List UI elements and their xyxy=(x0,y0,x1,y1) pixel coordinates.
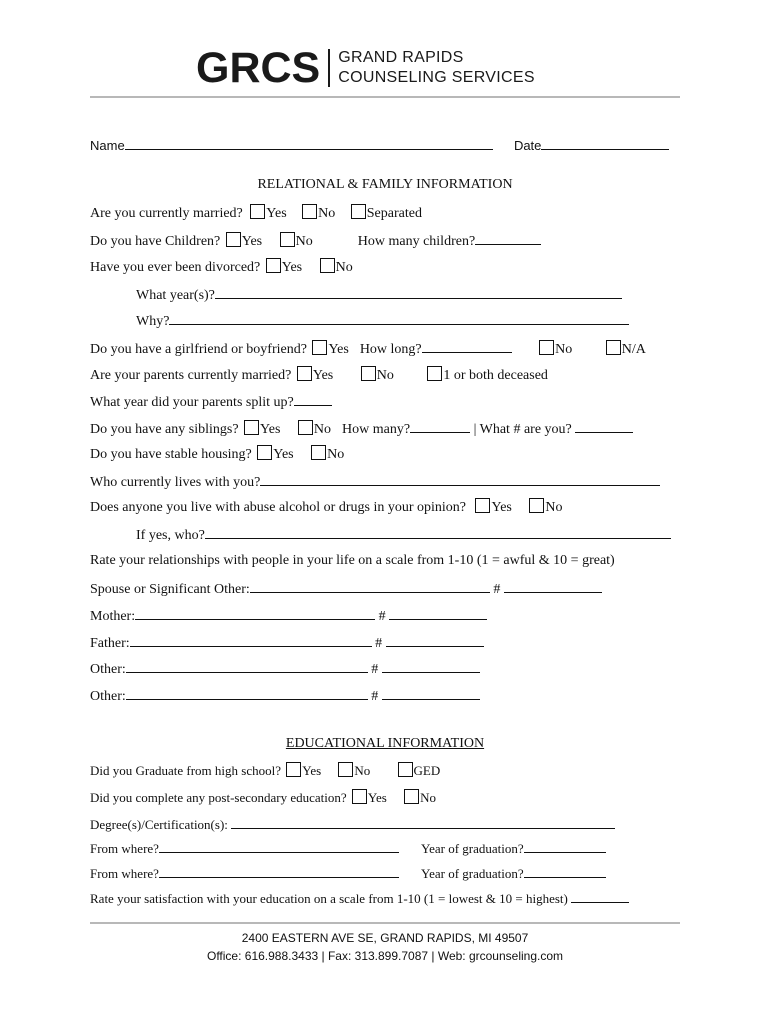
year-grad-field-2[interactable] xyxy=(524,864,606,878)
parents-split-label: What year did your parents split up? xyxy=(90,395,294,410)
abuse-row xyxy=(90,498,562,517)
divorced-yes-checkbox[interactable] xyxy=(266,258,281,273)
other-rating-field-1[interactable] xyxy=(382,659,480,673)
post-secondary-question: Did you complete any post-secondary education? xyxy=(90,790,347,805)
other-hash-2: # xyxy=(371,689,379,704)
high-school-ged-label: GED xyxy=(413,763,441,778)
partner-yes-checkbox[interactable] xyxy=(312,340,327,355)
from-where-field-2[interactable] xyxy=(159,864,399,878)
partner-no-checkbox[interactable] xyxy=(539,340,554,355)
siblings-row xyxy=(90,419,633,439)
children-question: Do you have Children? xyxy=(90,234,221,249)
degrees-row xyxy=(90,815,615,834)
mother-hash: # xyxy=(378,609,386,624)
high-school-yes-checkbox[interactable] xyxy=(286,762,301,777)
education-title-text: EDUCATIONAL INFORMATION xyxy=(285,736,485,751)
parents-married-yes-checkbox[interactable] xyxy=(297,366,312,381)
married-yes-label: Yes xyxy=(266,206,287,221)
divorce-why-label: Why? xyxy=(136,314,170,329)
married-no-checkbox[interactable] xyxy=(302,204,317,219)
footer-contact: Office: 616.988.3433 | Fax: 313.899.7087 | Web: grcounseling.com xyxy=(206,949,564,963)
high-school-yes-label: Yes xyxy=(302,763,322,778)
name-row xyxy=(90,136,669,155)
high-school-no-label: No xyxy=(354,763,371,778)
mother-row xyxy=(90,606,487,626)
year-grad-label-2: Year of graduation? xyxy=(420,866,524,881)
how-long-field[interactable] xyxy=(422,339,512,353)
other-label-1: Other: xyxy=(90,662,126,677)
from-where-row-1 xyxy=(90,839,606,858)
name-field[interactable] xyxy=(125,136,493,150)
siblings-how-many-label: How many? xyxy=(342,422,411,437)
married-separated-label: Separated xyxy=(366,206,422,221)
if-yes-who-field[interactable] xyxy=(205,525,671,539)
parents-married-no-checkbox[interactable] xyxy=(361,366,376,381)
parents-married-question: Are your parents currently married? xyxy=(90,368,292,383)
housing-yes-checkbox[interactable] xyxy=(257,445,272,460)
rate-education-row xyxy=(90,889,629,908)
parents-split-field[interactable] xyxy=(294,392,332,406)
children-no-label: No xyxy=(295,234,313,249)
from-where-field-1[interactable] xyxy=(159,839,399,853)
divorce-why-field[interactable] xyxy=(169,311,629,325)
high-school-ged-checkbox[interactable] xyxy=(398,762,413,777)
siblings-yes-label: Yes xyxy=(260,422,281,437)
married-question: Are you currently married? xyxy=(90,206,243,221)
spouse-hash: # xyxy=(493,582,501,597)
post-secondary-yes-label: Yes xyxy=(367,790,387,805)
date-label: Date xyxy=(513,138,542,153)
divorce-years-row xyxy=(136,285,622,305)
header-rule xyxy=(90,96,680,98)
logo-mark: GRCS xyxy=(196,43,321,92)
children-yes-label: Yes xyxy=(241,234,263,249)
spouse-row xyxy=(90,579,602,599)
mother-name-field[interactable] xyxy=(135,606,375,620)
degrees-field[interactable] xyxy=(231,815,615,829)
logo-text xyxy=(338,48,535,88)
parents-deceased-label: 1 or both deceased xyxy=(443,368,548,383)
father-row xyxy=(90,633,484,653)
father-hash: # xyxy=(375,636,383,651)
spouse-name-field[interactable] xyxy=(250,579,490,593)
abuse-no-label: No xyxy=(545,500,563,515)
relational-section-title: RELATIONAL & FAMILY INFORMATION xyxy=(257,177,513,192)
housing-yes-label: Yes xyxy=(273,447,294,462)
year-grad-label-1: Year of graduation? xyxy=(420,841,524,856)
married-no-label: No xyxy=(318,206,336,221)
date-field[interactable] xyxy=(541,136,669,150)
high-school-no-checkbox[interactable] xyxy=(338,762,353,777)
divorce-why-row xyxy=(136,311,629,331)
siblings-no-label: No xyxy=(313,422,332,437)
siblings-yes-checkbox[interactable] xyxy=(244,420,259,435)
spouse-label: Spouse or Significant Other: xyxy=(90,582,250,597)
mother-label: Mother: xyxy=(90,609,136,624)
how-many-children-field[interactable] xyxy=(475,231,541,245)
other-hash-1: # xyxy=(371,662,379,677)
other-name-field-2[interactable] xyxy=(126,686,368,700)
logo-line-2: COUNSELING SERVICES xyxy=(338,69,535,86)
divorce-years-field[interactable] xyxy=(215,285,622,299)
logo-separator xyxy=(328,49,330,87)
housing-no-checkbox[interactable] xyxy=(311,445,326,460)
mother-rating-field[interactable] xyxy=(389,606,487,620)
other-row-2 xyxy=(90,686,480,706)
footer-rule xyxy=(90,922,680,924)
parents-married-row xyxy=(90,366,548,385)
lives-with-label: Who currently lives with you? xyxy=(90,475,261,490)
divorced-no-label: No xyxy=(335,260,353,275)
from-where-label-2: From where? xyxy=(90,866,159,881)
high-school-row xyxy=(90,762,440,780)
from-where-label-1: From where? xyxy=(90,841,159,856)
abuse-no-checkbox[interactable] xyxy=(529,498,544,513)
birth-order-field[interactable] xyxy=(575,419,633,433)
logo-line-1: GRAND RAPIDS xyxy=(338,49,464,66)
abuse-yes-label: Yes xyxy=(491,500,512,515)
abuse-question: Does anyone you live with abuse alcohol or drugs in your opinion? xyxy=(90,500,466,515)
partner-na-label: N/A xyxy=(621,342,646,357)
post-secondary-row xyxy=(90,789,436,807)
divorced-question: Have you ever been divorced? xyxy=(90,260,261,275)
post-secondary-no-label: No xyxy=(420,790,436,805)
siblings-question: Do you have any siblings? xyxy=(90,422,239,437)
year-grad-field-1[interactable] xyxy=(524,839,606,853)
partner-no-label: No xyxy=(555,342,573,357)
housing-row xyxy=(90,445,344,464)
married-yes-checkbox[interactable] xyxy=(250,204,265,219)
other-label-2: Other: xyxy=(90,689,126,704)
parents-married-no-label: No xyxy=(376,368,394,383)
married-separated-checkbox[interactable] xyxy=(351,204,366,219)
partner-row xyxy=(90,339,646,359)
birth-order-label: | What # are you? xyxy=(473,422,572,437)
abuse-yes-checkbox[interactable] xyxy=(475,498,490,513)
children-row xyxy=(90,231,541,251)
divorced-yes-label: Yes xyxy=(281,260,303,275)
divorced-row xyxy=(90,258,353,277)
footer-address: 2400 EASTERN AVE SE, GRAND RAPIDS, MI 49507 xyxy=(241,931,529,945)
parents-married-yes-label: Yes xyxy=(312,368,334,383)
children-no-checkbox[interactable] xyxy=(280,232,295,247)
partner-question: Do you have a girlfriend or boyfriend? xyxy=(90,342,307,357)
post-secondary-yes-checkbox[interactable] xyxy=(352,789,367,804)
logo xyxy=(196,44,535,92)
father-name-field[interactable] xyxy=(130,633,372,647)
education-section-title xyxy=(0,736,770,752)
post-secondary-no-checkbox[interactable] xyxy=(404,789,419,804)
lives-with-row xyxy=(90,472,660,492)
married-row xyxy=(90,204,422,223)
partner-na-checkbox[interactable] xyxy=(606,340,621,355)
if-yes-who-row xyxy=(136,525,671,545)
if-yes-who-label: If yes, who? xyxy=(136,528,205,543)
divorce-years-label: What year(s)? xyxy=(136,288,215,303)
other-rating-field-2[interactable] xyxy=(382,686,480,700)
siblings-no-checkbox[interactable] xyxy=(298,420,313,435)
rate-education-label: Rate your satisfaction with your education on a scale from 1-10 (1 = lowest & 10 = highest) xyxy=(90,891,568,906)
other-name-field-1[interactable] xyxy=(126,659,368,673)
other-row-1 xyxy=(90,659,480,679)
housing-question: Do you have stable housing? xyxy=(90,447,252,462)
high-school-question: Did you Graduate from high school? xyxy=(90,763,281,778)
children-yes-checkbox[interactable] xyxy=(226,232,241,247)
rate-education-field[interactable] xyxy=(571,889,629,903)
how-long-label: How long? xyxy=(359,342,422,357)
from-where-row-2 xyxy=(90,864,606,883)
rate-relationships-label: Rate your relationships with people in your life on a scale from 1-10 (1 = awful & 10 = great) xyxy=(90,553,615,568)
father-label: Father: xyxy=(90,636,130,651)
lives-with-field[interactable] xyxy=(260,472,660,486)
father-rating-field[interactable] xyxy=(386,633,484,647)
parents-split-row xyxy=(90,392,332,412)
spouse-rating-field[interactable] xyxy=(504,579,602,593)
parents-deceased-checkbox[interactable] xyxy=(427,366,442,381)
degrees-label: Degree(s)/Certification(s): xyxy=(90,817,228,832)
how-many-children-label: How many children? xyxy=(357,234,476,249)
rate-relationships-row xyxy=(90,552,615,570)
housing-no-label: No xyxy=(327,447,345,462)
divorced-no-checkbox[interactable] xyxy=(320,258,335,273)
name-label: Name xyxy=(90,138,125,153)
partner-yes-label: Yes xyxy=(328,342,349,357)
siblings-how-many-field[interactable] xyxy=(410,419,470,433)
